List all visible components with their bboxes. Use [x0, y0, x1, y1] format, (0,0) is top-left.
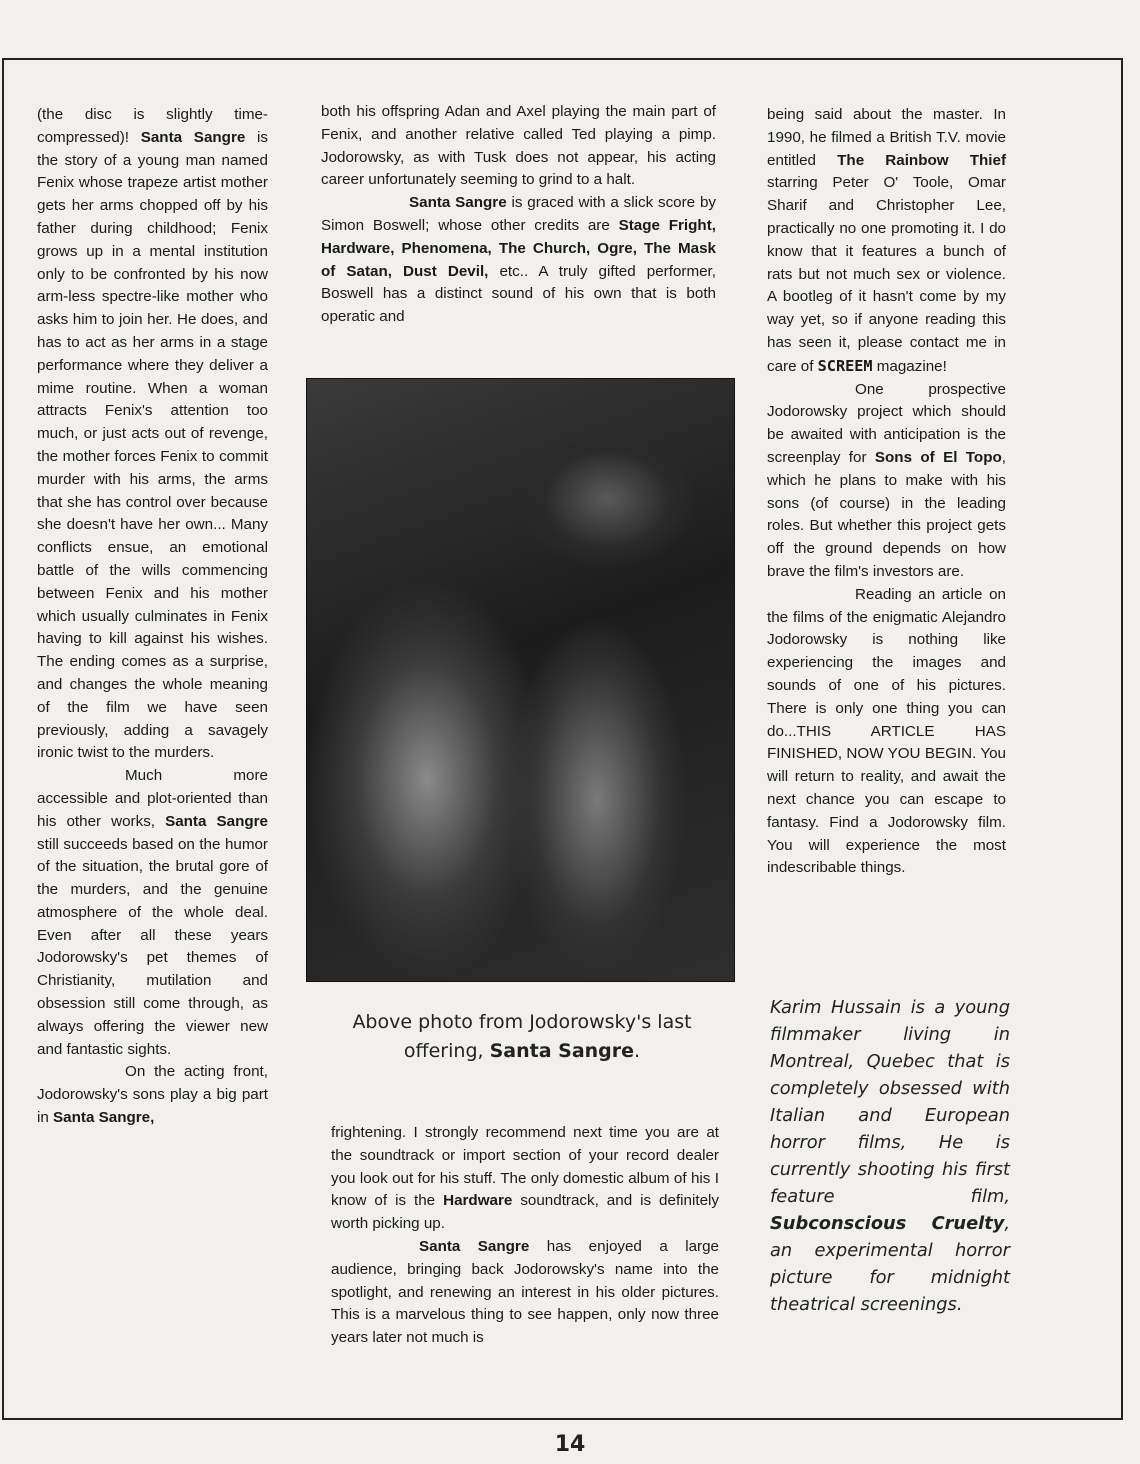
- paragraph: One prospective Jodorowsky project which should be awaited with anticipation is the screenplay for Sons of El Topo, which he plans to make with his sons (of course) in the leading roles. But whether this project gets off the ground depends on how brave the film's investors are.: [767, 380, 1006, 580]
- paragraph: being said about the master. In 1990, he filmed a British T.V. movie entitled The Rainbow Thief starring Peter O' Toole, Omar Sharif and Christopher Lee, practically no one promoting it. I do know that it features a bunch of rats but not much sex or violence. A bootleg of it hasn't come by my way yet, so if anyone reading this has seen it, please contact me in care of SCREEM magazine!: [767, 106, 1007, 375]
- paragraph: Santa Sangre has enjoyed a large audience, bringing back Jodorowsky's name into the spotlight, and renewing an interest in his older pictures. This is a marvelous thing to see happen, only now three years later not much is: [331, 1237, 719, 1347]
- column-right: [767, 104, 1006, 880]
- paragraph: both his offspring Adan and Axel playing the main part of Fenix, and another relative called Ted playing a pimp. Jodorowsky, as with Tusk does not appear, his acting career unfortunately seeming to grind to a halt.: [321, 103, 716, 189]
- page-number: 14: [554, 1432, 586, 1457]
- film-still-photo: [306, 378, 735, 982]
- paragraph: Reading an article on the films of the enigmatic Alejandro Jodorowsky is nothing like experiencing the images and sounds of one of his pictures. There is only one thing you can do...THIS ARTICLE HAS FINISHED, NOW YOU BEGIN. You will return to reality, and await the next chance you can escape to fantasy. Find a Jodorowsky film. You will experience the most indescribable things.: [767, 585, 1006, 877]
- paragraph: Much more accessible and plot-oriented than his other works, Santa Sangre still succeeds based on the humor of the situation, the brutal gore of the murders, and the genuine atmosphere of the whole deal. Even after all these years Jodorowsky's pet themes of Christianity, mutilation and obsession still come through, as always offering the viewer new and fantastic sights.: [37, 767, 268, 1058]
- author-bio: Karim Hussain is a young filmmaker living in Montreal, Quebec that is completely obsessed with Italian and European horror films, He is currently shooting his first feature film, Subconscious Cruelty, an experimental horror picture for midnight theatrical screenings.: [770, 997, 1010, 1315]
- photo-caption: Above photo from Jodorowsky's last offering, Santa Sangre.: [352, 1011, 692, 1062]
- paragraph: On the acting front, Jodorowsky's sons play a big part in Santa Sangre,: [37, 1063, 268, 1127]
- column-middle-bottom: [331, 1122, 719, 1350]
- magazine-name: SCREEM: [817, 356, 873, 375]
- paragraph: (the disc is slightly time-compressed)! Santa Sangre is the story of a young man named Fenix whose trapeze artist mother gets her arms chopped off by his father during childhood; Fenix grows up in a mental institution only to be confronted by his now arm-less spectre-like mother who asks him to join her. He does, and has to act as her arms in a stage performance where they deliver a mime routine. When a woman attracts Fenix's attention too much, or just acts out of revenge, the mother forces Fenix to commit murder with his arms, the arms that she has control over because she doesn't have her own... Many conflicts ensue, an emotional battle of the wills commencing between Fenix and his mother which usually culminates in Fenix having to kill against his wishes. The ending comes as a surprise, and changes the whole meaning of the film we have seen previously, adding a savagely ironic twist to the murders.: [37, 106, 268, 762]
- paragraph: frightening. I strongly recommend next time you are at the soundtrack or import section of your record dealer you look out for his stuff. The only domestic album of his I know of is the Hardware soundtrack, and is definitely worth picking up.: [331, 1124, 719, 1233]
- paragraph: Santa Sangre is graced with a slick score by Simon Boswell; whose other credits are Stage Fright, Hardware, Phenomena, The Church, Ogre, The Mask of Satan, Dust Devil, etc.. A truly gifted performer, Boswell has a distinct sound of his own that is both operatic and: [321, 194, 716, 326]
- column-left: [37, 104, 268, 1130]
- column-middle-top: [321, 101, 716, 329]
